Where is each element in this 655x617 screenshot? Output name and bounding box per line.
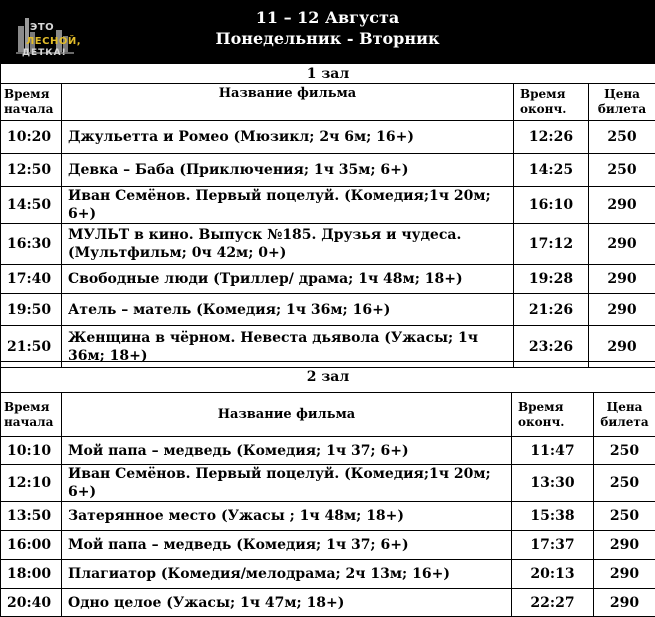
end-time: 11:47 — [512, 437, 594, 465]
ticket-price: 290 — [589, 294, 655, 326]
logo-line-1: ЭТО — [30, 22, 54, 33]
column-price: Цена билета — [589, 84, 655, 121]
schedule-weekdays: Понедельник - Вторник — [0, 29, 655, 48]
table-row — [1, 265, 655, 294]
logo-line-3: ДЕТКА! — [22, 48, 67, 59]
start-time: 16:00 — [1, 531, 62, 560]
end-time: 22:27 — [512, 589, 594, 617]
table-row — [1, 502, 655, 531]
end-time: 23:26 — [514, 326, 589, 368]
ticket-price: 250 — [594, 465, 655, 502]
film-title: Девка – Баба (Приключения; 1ч 35м; 6+) — [62, 154, 514, 187]
film-title: Свободные люди (Триллер/ драма; 1ч 48м; 18+) — [62, 265, 514, 294]
ticket-price: 290 — [589, 224, 655, 265]
start-time: 10:10 — [1, 437, 62, 465]
ticket-price: 250 — [594, 437, 655, 465]
table-row — [1, 560, 655, 589]
column-end-time: Время оконч. — [512, 393, 594, 437]
table-row — [1, 224, 655, 265]
table-row — [1, 187, 655, 224]
end-time: 12:26 — [514, 121, 589, 154]
ticket-price: 290 — [594, 589, 655, 617]
end-time: 16:10 — [514, 187, 589, 224]
start-time: 12:10 — [1, 465, 62, 502]
table-row — [1, 121, 655, 154]
column-end-time: Время оконч. — [514, 84, 589, 121]
start-time: 17:40 — [1, 265, 62, 294]
column-film-name: Название фильма — [62, 84, 514, 121]
film-title: Иван Семёнов. Первый поцелуй. (Комедия;1ч 20м; 6+) — [62, 187, 514, 224]
start-time: 20:40 — [1, 589, 62, 617]
end-time: 19:28 — [514, 265, 589, 294]
column-start-time: Время начала — [1, 84, 62, 121]
table-row — [1, 154, 655, 187]
film-title: Джульетта и Ромео (Мюзикл; 2ч 6м; 16+) — [62, 121, 514, 154]
ticket-price: 290 — [594, 531, 655, 560]
column-price: Цена билета — [594, 393, 655, 437]
table-row — [1, 465, 655, 502]
ticket-price: 290 — [589, 326, 655, 368]
start-time: 16:30 — [1, 224, 62, 265]
ticket-price: 250 — [594, 502, 655, 531]
start-time: 21:50 — [1, 326, 62, 368]
hall-2-table — [0, 361, 655, 617]
start-time: 10:20 — [1, 121, 62, 154]
end-time: 21:26 — [514, 294, 589, 326]
film-title: Мой папа – медведь (Комедия; 1ч 37; 6+) — [62, 437, 512, 465]
film-title: Плагиатор (Комедия/мелодрама; 2ч 13м; 16+) — [62, 560, 512, 589]
film-title: МУЛЬТ в кино. Выпуск №185. Друзья и чудеса. (Мультфильм; 0ч 42м; 0+) — [62, 224, 514, 265]
film-title: Затерянное место (Ужасы ; 1ч 48м; 18+) — [62, 502, 512, 531]
column-film-name: Название фильма — [62, 393, 512, 437]
hall-1-title: 1 зал — [1, 64, 655, 84]
start-time: 14:50 — [1, 187, 62, 224]
start-time: 19:50 — [1, 294, 62, 326]
table-row — [1, 589, 655, 617]
hall-2-title: 2 зал — [1, 362, 655, 393]
film-title: Женщина в чёрном. Невеста дьявола (Ужасы; 1ч 36м; 18+) — [62, 326, 514, 368]
table-row — [1, 294, 655, 326]
end-time: 17:12 — [514, 224, 589, 265]
end-time: 17:37 — [512, 531, 594, 560]
end-time: 15:38 — [512, 502, 594, 531]
ticket-price: 290 — [589, 187, 655, 224]
film-title: Иван Семёнов. Первый поцелуй. (Комедия;1ч 20м; 6+) — [62, 465, 512, 502]
start-time: 12:50 — [1, 154, 62, 187]
start-time: 18:00 — [1, 560, 62, 589]
end-time: 20:13 — [512, 560, 594, 589]
table-row — [1, 531, 655, 560]
film-title: Мой папа – медведь (Комедия; 1ч 37; 6+) — [62, 531, 512, 560]
end-time: 13:30 — [512, 465, 594, 502]
ticket-price: 250 — [589, 154, 655, 187]
column-start-time: Время начала — [1, 393, 62, 437]
schedule-dates: 11 – 12 Августа — [0, 8, 655, 27]
end-time: 14:25 — [514, 154, 589, 187]
hall-1-table — [0, 63, 655, 368]
start-time: 13:50 — [1, 502, 62, 531]
film-title: Одно целое (Ужасы; 1ч 47м; 18+) — [62, 589, 512, 617]
schedule-header — [0, 0, 655, 63]
ticket-price: 290 — [589, 265, 655, 294]
table-row — [1, 437, 655, 465]
ticket-price: 290 — [594, 560, 655, 589]
film-title: Атель – матель (Комедия; 1ч 36м; 16+) — [62, 294, 514, 326]
ticket-price: 250 — [589, 121, 655, 154]
logo-line-2: ЛЕСНОЙ, — [26, 36, 81, 47]
